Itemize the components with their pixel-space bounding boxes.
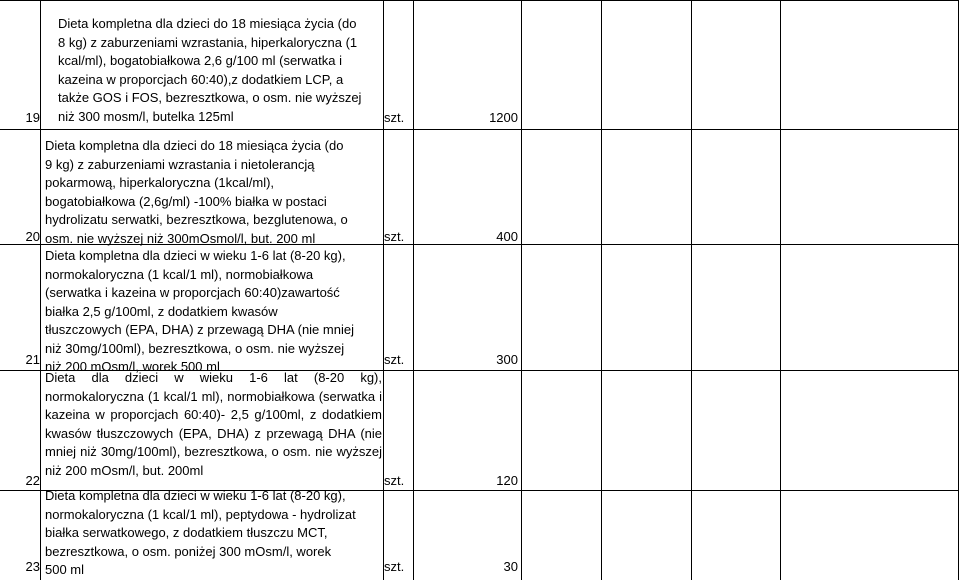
row-description: Dieta kompletna dla dzieci w wieku 1-6 lat (8-20 kg), normokaloryczna (1 kcal/1 ml), peptydowa - hydrolizat białka serwatkowego, z dodatkiem tłuszczu MCT, bezresztkowa, o osm. poniżej 300 mOsm/l, worek 500 ml (45, 488, 356, 577)
column-divider (691, 0, 692, 580)
row-quantity: 1200 (489, 110, 518, 125)
row-number: 19 (25, 110, 40, 125)
row-unit: szt. (384, 110, 405, 125)
row-quantity: 30 (503, 559, 518, 574)
row-unit: szt. (384, 559, 405, 574)
row-number: 22 (25, 473, 40, 488)
row-unit: szt. (384, 473, 405, 488)
row-description: Dieta kompletna dla dzieci do 18 miesiąca życia (do 8 kg) z zaburzeniami wzrastania, hiperkaloryczna (1 kcal/ml), bogatobiałkowa 2,6 g/100 ml (serwatka i kazeina w proporcjach 60:40),z dodatkiem LCP, a także GOS i FOS, bezresztkowa, o osm. nie wyższej niż 300 mosm/l, butelka 125ml (58, 16, 362, 124)
row-unit: szt. (384, 352, 405, 367)
row-divider (0, 129, 959, 130)
row-number: 21 (25, 352, 40, 367)
row-description: Dieta kompletna dla dzieci do 18 miesiąca życia (do 9 kg) z zaburzeniami wzrastania i nietolerancją pokarmową, hiperkaloryczna (1kcal/ml), bogatobiałkowa (2,6g/ml) -100% białka w postaci hydrolizatu serwatki, bezresztkowa, bezglutenowa, o osm. nie wyższej niż 300mOsmol/l, but. 200 ml (45, 138, 348, 246)
row-unit: szt. (384, 229, 405, 244)
row-number: 23 (25, 559, 40, 574)
column-divider (780, 0, 781, 580)
row-number: 20 (25, 229, 40, 244)
row-quantity: 400 (496, 229, 518, 244)
row-description: Dieta kompletna dla dzieci w wieku 1-6 lat (8-20 kg), normokaloryczna (1 kcal/1 ml), normobiałkowa (serwatka i kazeina w proporcjach 60:40)zawartość białka 2,5 g/100ml, z dodatkiem kwasów tłuszczowych (EPA, DHA) z przewagą DHA (nie mniej niż 30mg/100ml), bezresztkowa, o osm. nie wyższej niż 200 mOsm/l, worek 500 ml (45, 248, 354, 374)
column-divider (601, 0, 602, 580)
column-divider (521, 0, 522, 580)
column-divider (40, 0, 41, 580)
row-quantity: 120 (496, 473, 518, 488)
row-description: Dieta dla dzieci w wieku 1-6 lat (8-20 kg), normokaloryczna (1 kcal/1 ml), normobiałkowa (serwatka i kazeina w proporcjach 60:40)- 2,5 g/100ml, z dodatkiem kwasów tłuszczowych (EPA, DHA) z przewagą DHA (nie mniej niż 30mg/100ml), bezresztkowa, o osm. nie wyższej niż 200 mOsm/l, but. 200ml (45, 370, 382, 478)
row-quantity: 300 (496, 352, 518, 367)
column-divider (383, 0, 384, 580)
row-divider (0, 0, 959, 1)
column-divider (413, 0, 414, 580)
